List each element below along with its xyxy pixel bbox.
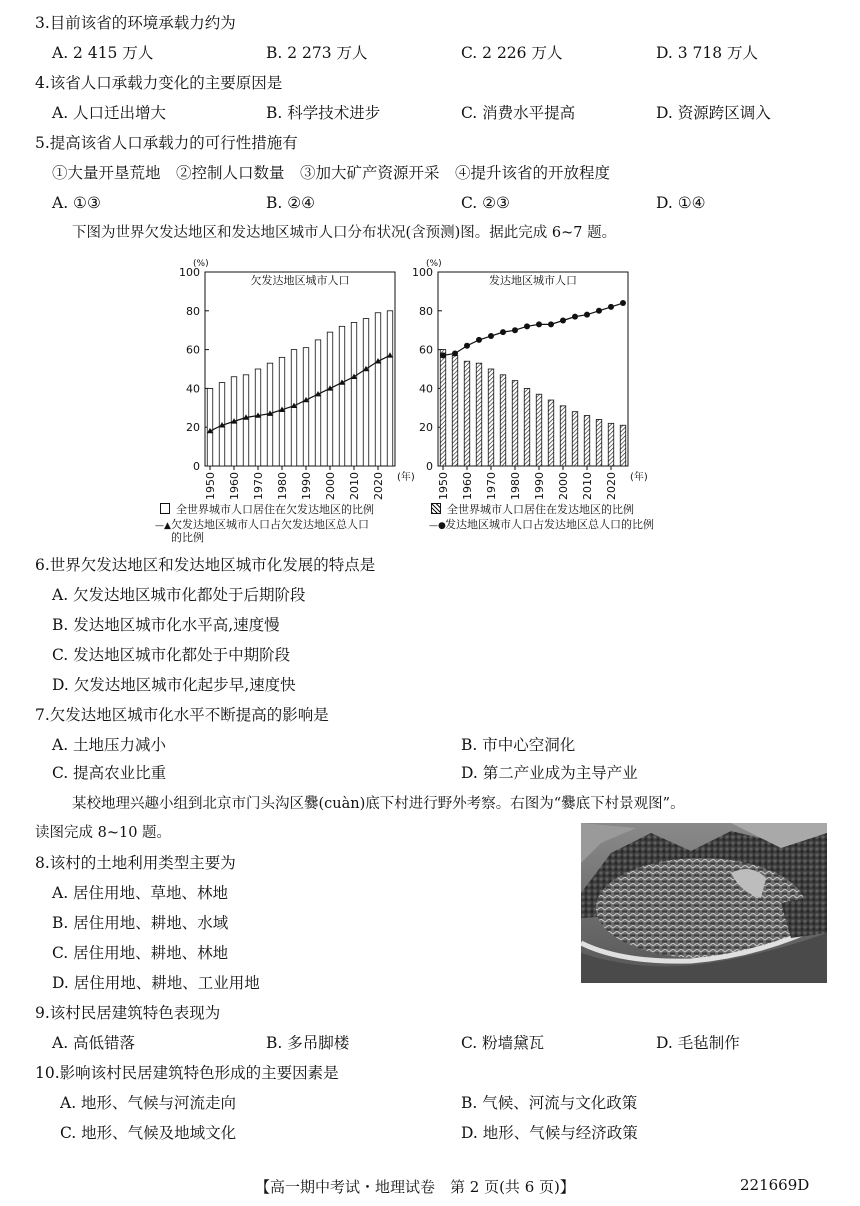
line-point-dot: [536, 321, 542, 327]
bar: [572, 412, 578, 466]
line-point-dot: [476, 337, 482, 343]
q9-option-b: B. 多吊脚楼: [266, 1034, 350, 1052]
x-tick-label: 2020: [372, 472, 385, 500]
q5-option-b: B. ②④: [266, 194, 316, 212]
village-landscape-photo: [581, 823, 827, 983]
q5-items: ①大量开垦荒地 ②控制人口数量 ③加大矿产资源开采 ④提升该省的开放程度: [52, 164, 611, 182]
line-point-dot: [548, 321, 554, 327]
line-point-dot: [452, 350, 458, 356]
x-axis-label: (年): [630, 472, 648, 483]
bar: [363, 319, 369, 466]
q7-option-a: A. 土地压力减小: [52, 736, 167, 754]
bar: [375, 313, 381, 466]
bar: [440, 350, 446, 466]
series-line: [443, 303, 623, 355]
bar: [327, 332, 333, 466]
bar: [315, 340, 321, 466]
q7-option-c: C. 提高农业比重: [52, 764, 167, 782]
bar: [351, 322, 357, 466]
line-point-dot: [608, 304, 614, 310]
footer-title: 【高一期中考试・地理试卷 第 2 页(共 6 页)】: [255, 1178, 575, 1196]
x-tick-label: 1990: [300, 472, 313, 500]
x-tick-label: 1980: [276, 472, 289, 500]
bar: [243, 375, 249, 466]
q6-option-d: D. 欠发达地区城市化起步早,速度快: [52, 676, 296, 694]
line-point-dot: [620, 300, 626, 306]
x-tick-label: 2000: [324, 472, 337, 500]
q10-stem: 10.影响该村民居建筑特色形成的主要因素是: [35, 1064, 339, 1082]
q4-option-c: C. 消费水平提高: [461, 104, 576, 122]
q3-option-c: C. 2 226 万人: [461, 44, 563, 62]
q8-option-b: B. 居住用地、耕地、水域: [52, 914, 229, 932]
y-tick-label: 20: [419, 421, 433, 435]
intro-8-10-line2: 读图完成 8~10 题。: [35, 825, 172, 841]
x-tick-label: 1960: [228, 472, 241, 500]
q4-option-d: D. 资源跨区调入: [656, 104, 771, 122]
legend-item-developed-share: [431, 503, 634, 516]
bar: [548, 400, 554, 466]
chart-developed: [412, 259, 648, 500]
q6-option-c: C. 发达地区城市化都处于中期阶段: [52, 646, 291, 664]
q5-stem: 5.提高该省人口承载力的可行性措施有: [35, 134, 298, 152]
q8-stem: 8.该村的土地利用类型主要为: [35, 854, 236, 872]
x-tick-label: 2010: [348, 472, 361, 500]
q10-option-b: B. 气候、河流与文化政策: [461, 1094, 638, 1112]
line-point-dot: [584, 312, 590, 318]
line-point-dot: [572, 314, 578, 320]
bar: [303, 348, 309, 466]
bar: [584, 416, 590, 466]
y-tick-label: 60: [186, 343, 200, 357]
chart-less-developed: [179, 259, 415, 500]
legend-label: 全世界城市人口居住在欠发达地区的比例: [176, 503, 374, 516]
q9-option-d: D. 毛毡制作: [656, 1034, 740, 1052]
y-tick-label: 40: [419, 382, 433, 396]
bar: [387, 311, 393, 466]
intro-8-10-line1: 某校地理兴趣小组到北京市门头沟区爨(cuàn)底下村进行野外考察。右图为“爨底下村景观图”。: [72, 796, 685, 812]
q3-option-d: D. 3 718 万人: [656, 44, 759, 62]
q4-option-b: B. 科学技术进步: [266, 104, 381, 122]
x-tick-label: 2020: [605, 472, 618, 500]
bar: [596, 419, 602, 466]
x-tick-label: 1950: [437, 472, 450, 500]
x-tick-label: 1970: [485, 472, 498, 500]
q3-option-a: A. 2 415 万人: [52, 44, 154, 62]
q8-option-c: C. 居住用地、耕地、林地: [52, 944, 229, 962]
q4-option-a: A. 人口迁出增大: [52, 104, 167, 122]
legend-swatch-open-bar: [160, 503, 170, 514]
q10-option-a: A. 地形、气候与河流走向: [60, 1094, 237, 1112]
bar: [620, 425, 626, 466]
q8-option-a: A. 居住用地、草地、林地: [52, 884, 229, 902]
x-tick-label: 1990: [533, 472, 546, 500]
bar: [512, 381, 518, 466]
y-tick-label: 80: [186, 304, 200, 318]
q7-option-d: D. 第二产业成为主导产业: [461, 764, 638, 782]
chart-title: 发达地区城市人口: [489, 274, 577, 287]
x-tick-label: 2000: [557, 472, 570, 500]
bar: [500, 375, 506, 466]
q6-option-b: B. 发达地区城市化水平高,速度慢: [52, 616, 280, 634]
bar: [608, 423, 614, 466]
bar: [488, 369, 494, 466]
bar: [536, 394, 542, 466]
line-point-dot: [596, 308, 602, 314]
q7-stem: 7.欠发达地区城市化水平不断提高的影响是: [35, 706, 329, 724]
q5-option-c: C. ②③: [461, 194, 510, 212]
x-tick-label: 1970: [252, 472, 265, 500]
line-point-dot: [464, 343, 470, 349]
bar: [560, 406, 566, 466]
y-tick-label: 100: [412, 266, 433, 279]
y-tick-label: 20: [186, 421, 200, 435]
y-tick-label: 60: [419, 343, 433, 357]
urban-population-charts: [170, 250, 670, 502]
q3-stem: 3.目前该省的环境承载力约为: [35, 14, 236, 32]
bar: [464, 361, 470, 466]
legend-item-developed-ratio: [429, 518, 654, 533]
chart-title: 欠发达地区城市人口: [250, 274, 350, 287]
line-point-dot: [440, 352, 446, 358]
bar: [524, 388, 530, 466]
dot-marker-icon: —●: [429, 521, 446, 531]
q6-stem: 6.世界欠发达地区和发达地区城市化发展的特点是: [35, 556, 376, 574]
legend-label: 发达地区城市人口占发达地区总人口的比例: [445, 518, 654, 531]
q4-stem: 4.该省人口承载力变化的主要原因是: [35, 74, 283, 92]
bar: [339, 326, 345, 466]
line-point-dot: [500, 329, 506, 335]
legend-swatch-hatched-bar: [431, 503, 441, 514]
triangle-marker-icon: —▲: [155, 521, 171, 531]
bar: [476, 363, 482, 466]
q7-option-b: B. 市中心空洞化: [461, 736, 576, 754]
q6-option-a: A. 欠发达地区城市化都处于后期阶段: [52, 586, 306, 604]
x-tick-label: 1950: [204, 472, 217, 500]
q10-option-c: C. 地形、气候及地域文化: [60, 1124, 237, 1142]
line-point-dot: [488, 333, 494, 339]
line-point-dot: [560, 318, 566, 324]
y-tick-label: 0: [426, 460, 433, 473]
legend-item-less-developed-share: [160, 503, 374, 516]
bar: [452, 355, 458, 466]
x-axis-label: (年): [397, 472, 415, 483]
legend-label-cont: 的比例: [171, 531, 204, 544]
q5-option-a: A. ①③: [52, 194, 101, 212]
bar: [207, 388, 213, 466]
x-tick-label: 1960: [461, 472, 474, 500]
q8-option-d: D. 居住用地、耕地、工业用地: [52, 974, 260, 992]
q9-option-c: C. 粉墙黛瓦: [461, 1034, 545, 1052]
x-tick-label: 1980: [509, 472, 522, 500]
y-unit-label: (%): [193, 259, 209, 269]
q10-option-d: D. 地形、气候与经济政策: [461, 1124, 638, 1142]
q9-stem: 9.该村民居建筑特色表现为: [35, 1004, 221, 1022]
legend-label: 欠发达地区城市人口占欠发达地区总人口: [171, 518, 369, 531]
y-unit-label: (%): [426, 259, 442, 269]
y-tick-label: 80: [419, 304, 433, 318]
q3-option-b: B. 2 273 万人: [266, 44, 368, 62]
intro-6-7: 下图为世界欠发达地区和发达地区城市人口分布状况(含预测)图。据此完成 6~7 题。: [72, 225, 617, 241]
line-point-dot: [512, 327, 518, 333]
q9-option-a: A. 高低错落: [52, 1034, 136, 1052]
legend-label: 全世界城市人口居住在发达地区的比例: [447, 503, 634, 516]
q5-option-d: D. ①④: [656, 194, 706, 212]
y-tick-label: 100: [179, 266, 200, 279]
y-tick-label: 0: [193, 460, 200, 473]
footer-code: 221669D: [740, 1176, 810, 1194]
line-point-dot: [524, 323, 530, 329]
y-tick-label: 40: [186, 382, 200, 396]
x-tick-label: 2010: [581, 472, 594, 500]
